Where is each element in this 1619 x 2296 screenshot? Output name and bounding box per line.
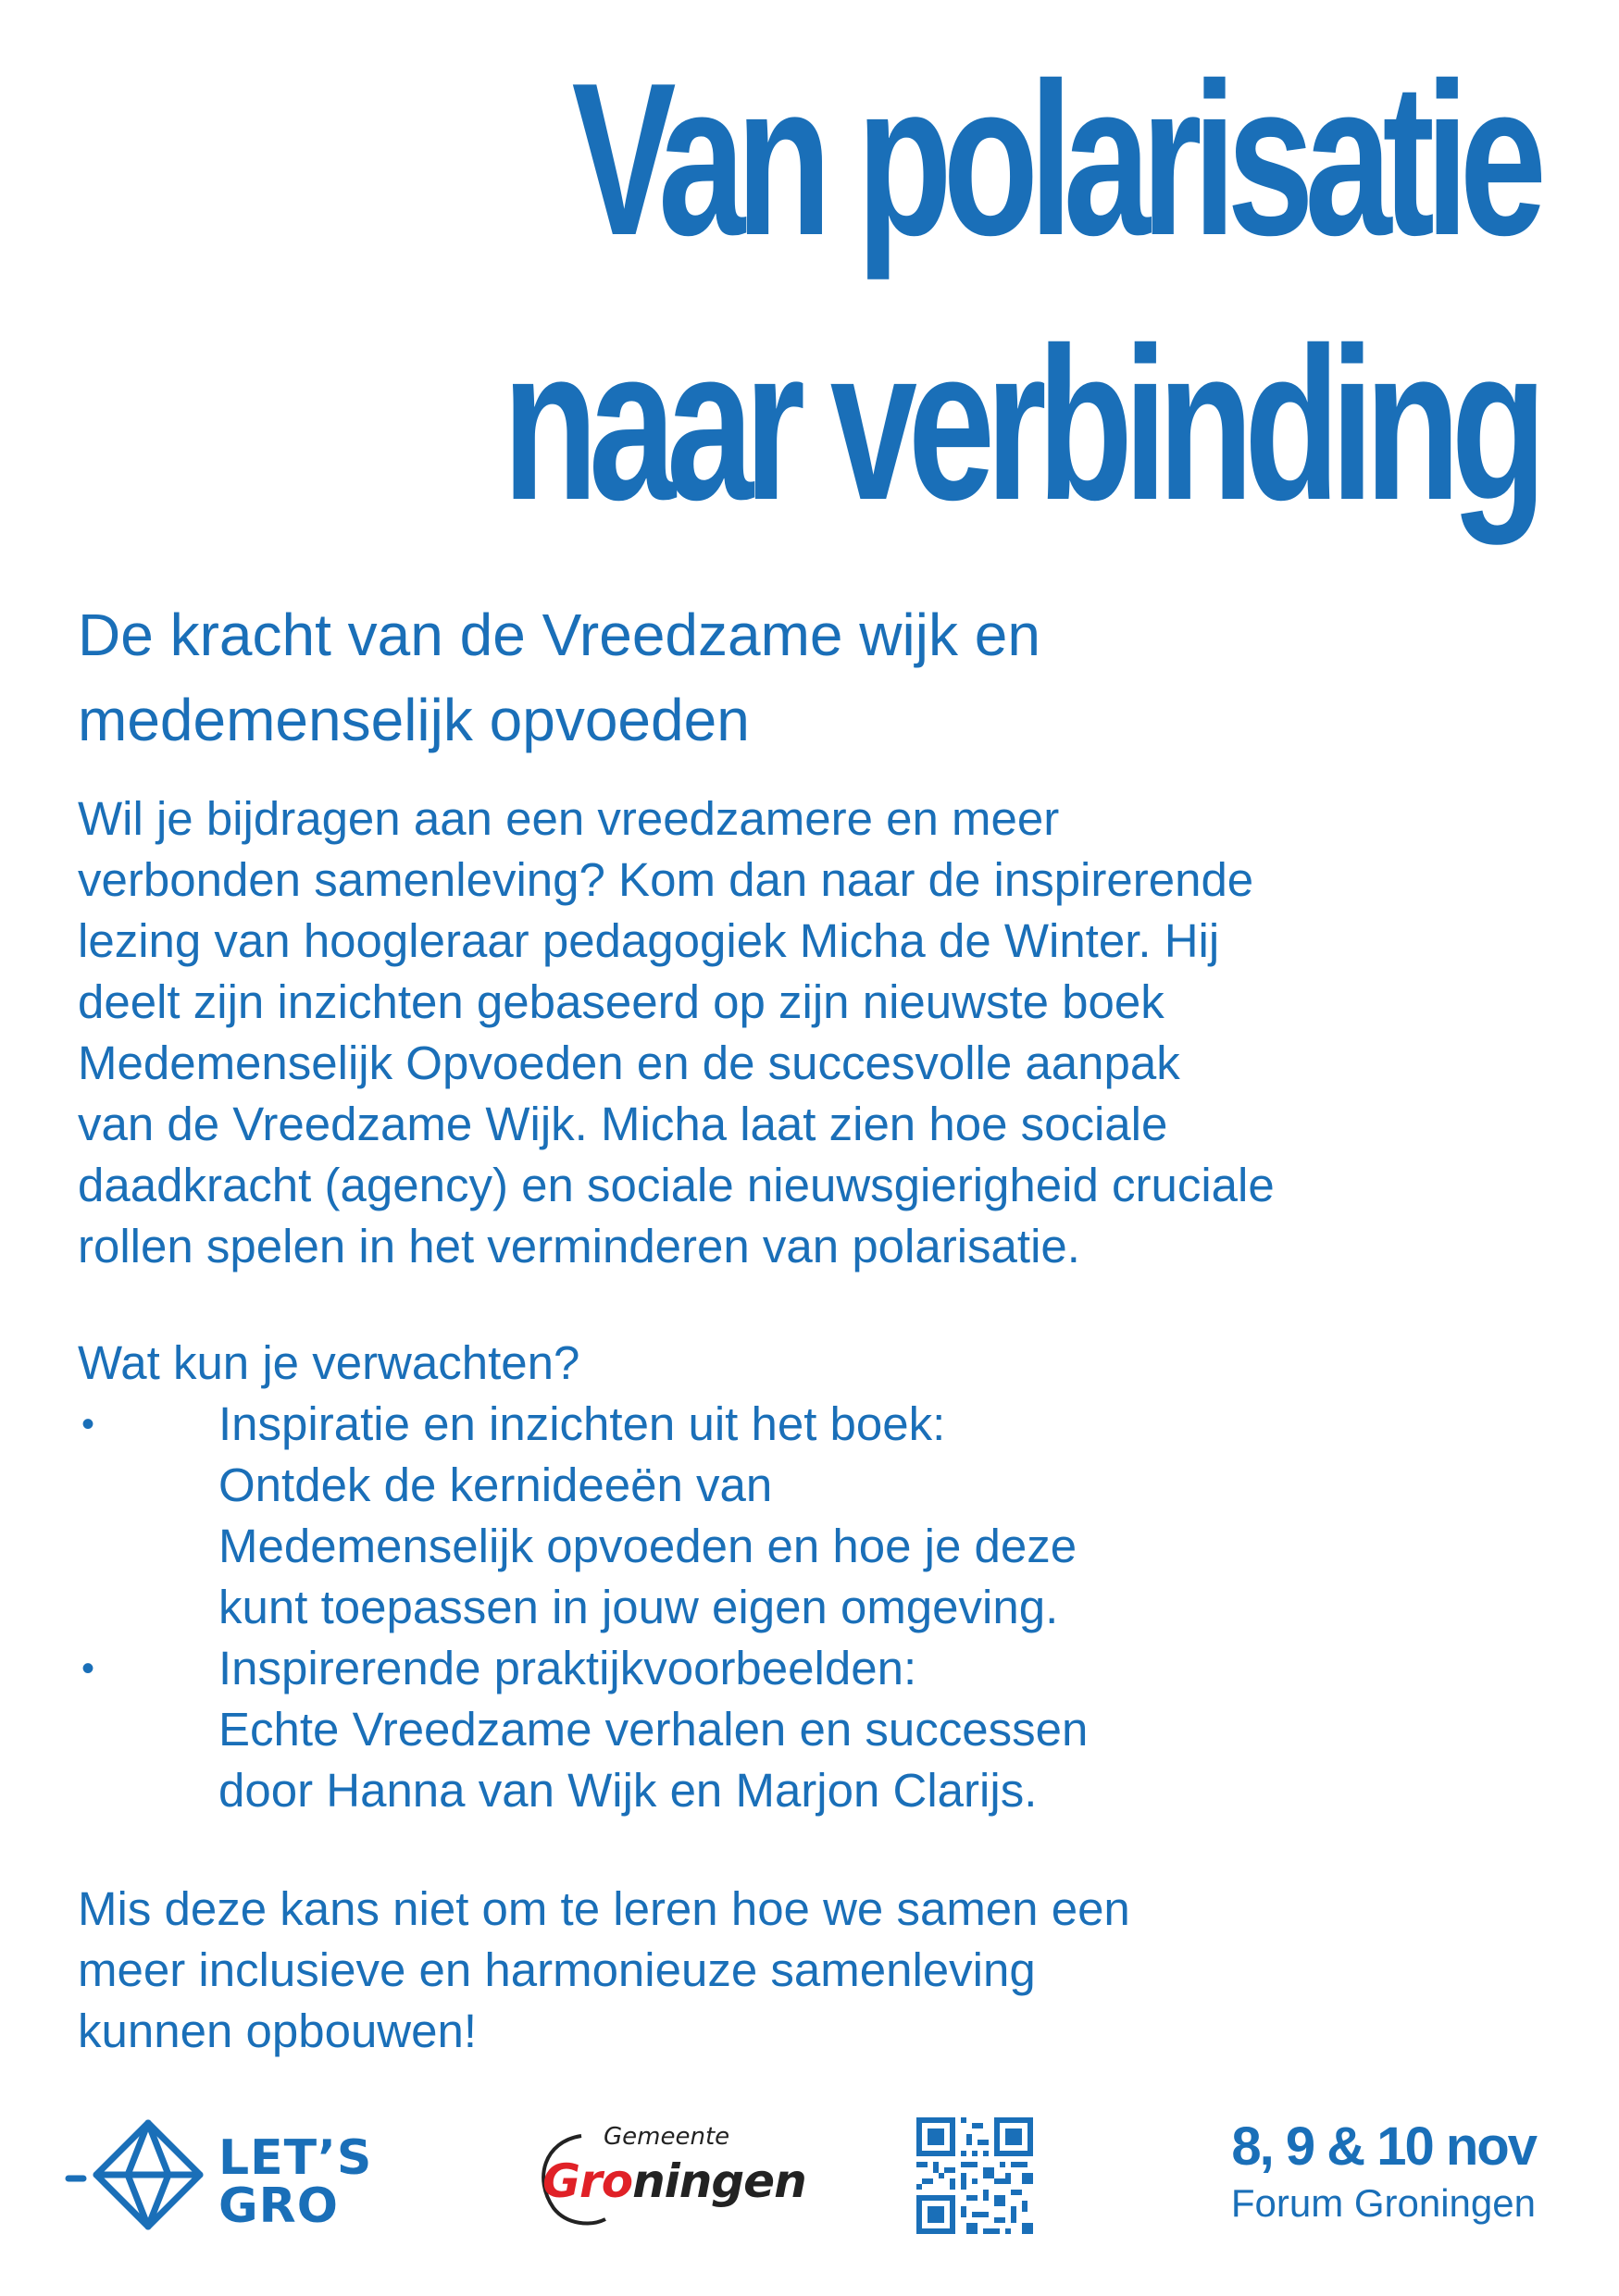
subtitle [78,592,1466,763]
intro-line: daadkracht (agency) en sociale nieuwsgierigheid cruciale [78,1159,1275,1211]
list-item [78,1394,1088,1638]
intro-line: lezing van hoogleraar pedagogiek Micha de Winter. Hij [78,914,1220,967]
expect-list [78,1394,1088,1821]
groningen-wordmark [542,2154,806,2208]
gemeente-label: Gemeente [604,2123,730,2151]
groningen-red-part: Gro [542,2154,633,2208]
letsgro-line-1: LET’S [218,2130,373,2186]
intro-line: van de Vreedzame Wijk. Micha laat zien hoe sociale [78,1098,1168,1150]
footer [0,2091,1619,2258]
list-item-line: door Hanna van Wijk en Marjon Clarijs. [218,1764,1038,1817]
list-item-line: Inspirerende praktijkvoorbeelden: [218,1642,917,1694]
intro-line: Wil je bijdragen aan een vreedzamere en meer [78,792,1060,845]
closing-line: Mis deze kans niet om te leren hoe we samen een [78,1882,1130,1935]
event-date: 8, 9 & 10 nov [1231,2116,1536,2177]
closing-line: kunnen opbouwen! [78,2004,478,2057]
letsgro-emblem-icon [65,2114,222,2234]
bullet-icon: • [81,1648,95,1689]
closing-paragraph [78,1879,1466,2062]
list-item-line: Ontdek de kernideeën van [218,1458,773,1511]
expect-heading: Wat kun je verwachten? [78,1336,580,1389]
list-item-line: kunt toepassen in jouw eigen omgeving. [218,1581,1059,1633]
intro-paragraph [78,788,1559,1277]
event-venue: Forum Groningen [1230,2181,1536,2225]
gemeente-groningen-logo [526,2104,806,2243]
title-line-1: Van polarisatie [571,37,1538,280]
groningen-dark-part: ningen [632,2154,806,2208]
subtitle-line-1: De kracht van de Vreedzame wijk en [78,602,1040,668]
intro-line: Medemenselijk Opvoeden en de succesvolle aanpak [78,1036,1180,1089]
intro-line: verbonden samenleving? Kom dan naar de inspirerende [78,853,1254,906]
letsgro-wordmark [218,2130,373,2234]
list-item-line: Echte Vreedzame verhalen en successen [218,1703,1089,1756]
list-item [78,1638,1088,1821]
bullet-icon: • [81,1404,95,1445]
letsgro-logo [65,2114,380,2234]
list-item-line: Inspiratie en inzichten uit het boek: [218,1397,946,1450]
closing-line: meer inclusieve en harmonieuze samenleving [78,1943,1036,1996]
intro-line: rollen spelen in het verminderen van polarisatie. [78,1220,1080,1272]
list-item-line: Medemenselijk opvoeden en hoe je deze [218,1520,1077,1572]
title-line-2: naar verbinding [502,302,1538,545]
subtitle-line-2: medemenselijk opvoeden [78,687,750,753]
letsgro-line-2: GRO [218,2178,339,2234]
intro-line: deelt zijn inzichten gebaseerd op zijn nieuwste boek [78,975,1164,1028]
qr-code-icon[interactable] [916,2117,1033,2234]
